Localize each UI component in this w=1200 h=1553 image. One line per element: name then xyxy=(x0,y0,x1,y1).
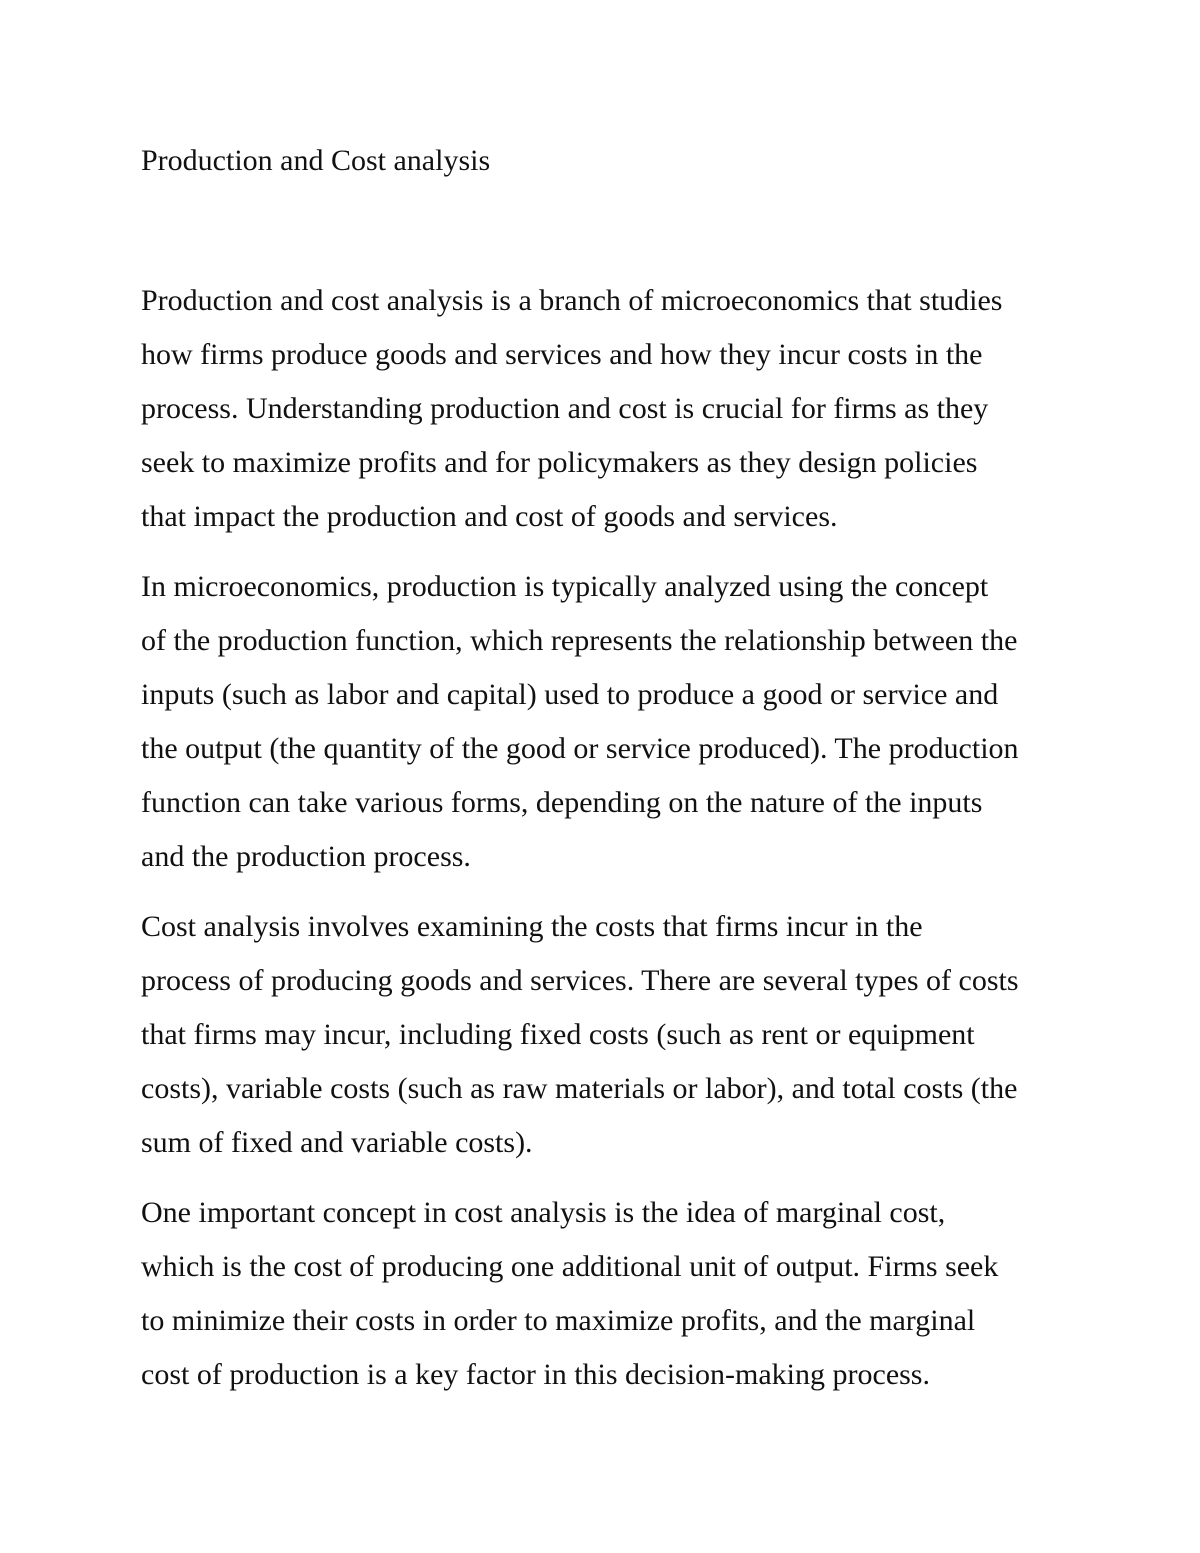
paragraph-line: and the production process. xyxy=(141,840,471,873)
paragraph-line: In microeconomics, production is typically analyzed using the concept xyxy=(141,570,989,603)
paragraph-line: that firms may incur, including fixed costs (such as rent or equipment xyxy=(141,1018,975,1051)
paragraph-line: process of producing goods and services. There are several types of costs xyxy=(141,964,1019,997)
document-title: Production and Cost analysis xyxy=(141,144,491,177)
paragraph-line: One important concept in cost analysis is the idea of marginal cost, xyxy=(141,1196,946,1229)
paragraph-line: inputs (such as labor and capital) used to produce a good or service and xyxy=(141,678,999,711)
paragraph-line: the output (the quantity of the good or service produced). The production xyxy=(141,732,1019,765)
paragraph-4 xyxy=(141,1186,1071,1402)
paragraph-2 xyxy=(141,560,1071,884)
paragraph-line: of the production function, which represents the relationship between the xyxy=(141,624,1018,657)
paragraph-line: that impact the production and cost of goods and services. xyxy=(141,500,838,533)
paragraph-line: Production and cost analysis is a branch of microeconomics that studies xyxy=(141,284,1003,317)
paragraph-line: costs), variable costs (such as raw materials or labor), and total costs (the xyxy=(141,1072,1018,1105)
paragraph-line: cost of production is a key factor in this decision-making process. xyxy=(141,1358,930,1391)
paragraph-line: sum of fixed and variable costs). xyxy=(141,1126,533,1159)
paragraph-line: function can take various forms, depending on the nature of the inputs xyxy=(141,786,983,819)
paragraph-line: to minimize their costs in order to maximize profits, and the marginal xyxy=(141,1304,976,1337)
paragraph-line: process. Understanding production and cost is crucial for firms as they xyxy=(141,392,989,425)
paragraph-line: which is the cost of producing one additional unit of output. Firms seek xyxy=(141,1250,999,1283)
paragraph-1 xyxy=(141,274,1071,544)
paragraph-line: seek to maximize profits and for policymakers as they design policies xyxy=(141,446,978,479)
paragraph-line: how firms produce goods and services and how they incur costs in the xyxy=(141,338,983,371)
paragraph-line: Cost analysis involves examining the costs that firms incur in the xyxy=(141,910,923,943)
paragraph-3 xyxy=(141,900,1071,1170)
